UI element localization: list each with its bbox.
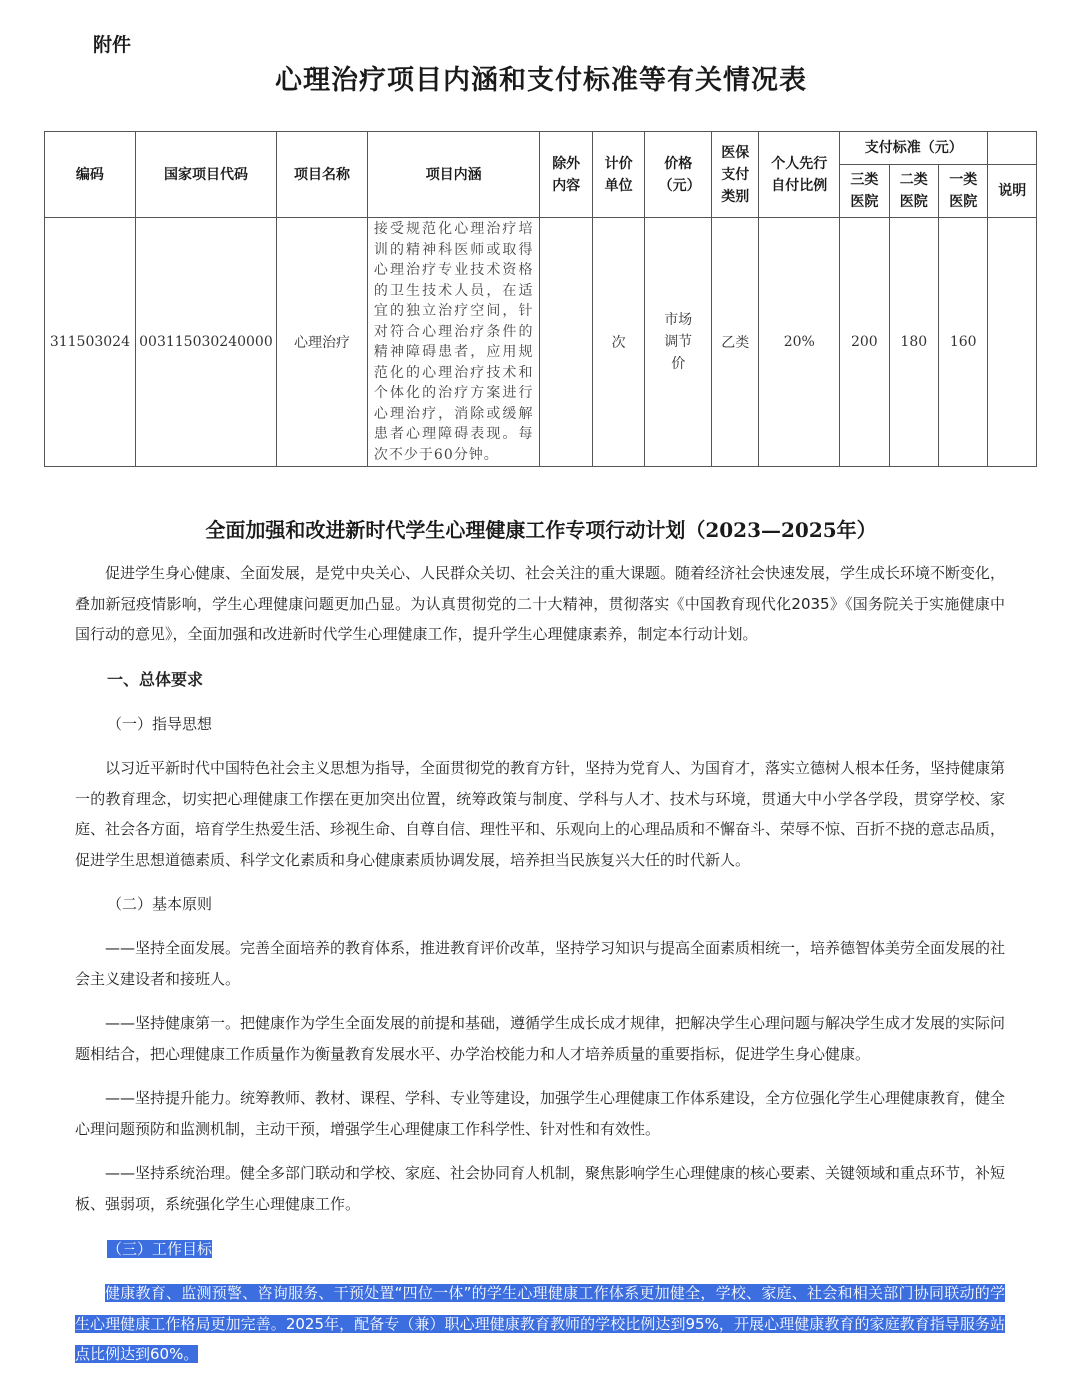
table-row	[45, 218, 1037, 467]
header-class3: 三类医院	[840, 165, 889, 218]
cell-class1: 160	[939, 218, 988, 467]
subheading-goals	[107, 1238, 212, 1259]
header-code: 编码	[45, 132, 136, 218]
subheading-principles: （二）基本原则	[107, 895, 213, 913]
header-unit: 计价单位	[592, 132, 644, 218]
subheading-guiding: （一）指导思想	[107, 715, 213, 733]
fee-table	[44, 131, 1037, 467]
document-title: 全面加强和改进新时代学生心理健康工作专项行动计划（2023—2025年）	[205, 518, 877, 542]
principle-paragraph: ——坚持健康第一。把健康作为学生全面发展的前提和基础，遵循学生成长成才规律，把解决学生心理问题与解决学生成才发展的实际问题相结合，把心理健康工作质量作为衡量教育发展水平、办学治校能力和人才培养质量的重要指标，促进学生身心健康。	[75, 1014, 1006, 1063]
principle-paragraph: ——坚持全面发展。完善全面培养的教育体系，推进教育评价改革，坚持学习知识与提高全面素质相统一，培养德智体美劳全面发展的社会主义建设者和接班人。	[75, 939, 1006, 988]
cell-content: 接受规范化心理治疗培训的精神科医师或取得心理治疗专业技术资格的卫生技术人员，在适宜的独立治疗空间，针对符合心理治疗条件的精神障碍患者，应用规范化的心理治疗技术和个体化的治疗方案进行心理治疗，消除或缓解患者心理障碍表现。每次不少于60分钟。	[367, 218, 540, 467]
cell-excluded	[540, 218, 592, 467]
header-note: 说明	[988, 165, 1037, 218]
cell-unit: 次	[592, 218, 644, 467]
header-blank	[988, 132, 1037, 165]
header-class1: 一类医院	[939, 165, 988, 218]
goals-paragraph	[75, 1278, 1005, 1370]
header-self-pay: 个人先行自付比例	[759, 132, 840, 218]
cell-self-pay: 20%	[759, 218, 840, 467]
principle-paragraph: ——坚持提升能力。统筹教师、教材、课程、学科、专业等建设，加强学生心理健康工作体系建设，全方位强化学生心理健康教育，健全心理问题预防和监测机制，主动干预，增强学生心理健康工作科学性、针对性和有效性。	[75, 1089, 1006, 1138]
header-insurance-type: 医保支付类别	[712, 132, 759, 218]
selection-highlight: （三）工作目标	[107, 1240, 213, 1258]
cell-insurance-type: 乙类	[712, 218, 759, 467]
cell-note	[988, 218, 1037, 467]
cell-name: 心理治疗	[277, 218, 368, 467]
header-national-code: 国家项目代码	[135, 132, 276, 218]
attachment-label: 附件	[93, 34, 132, 56]
header-class2: 二类医院	[889, 165, 938, 218]
cell-national-code: 003115030240000	[135, 218, 276, 467]
cell-class3: 200	[840, 218, 889, 467]
header-excluded: 除外内容	[540, 132, 592, 218]
section-heading: 一、总体要求	[107, 670, 204, 689]
selection-highlight: 健康教育、监测预警、咨询服务、干预处置“四位一体”的学生心理健康工作体系更加健全，学校、家庭、社会和相关部门协同联动的学生心理健康工作格局更加完善。2025年，配备专（兼）职心理健康教育教师的学校比例达到95%，开展心理健康教育的家庭教育指导服务站点比例达到60%。	[75, 1284, 1005, 1363]
header-payment-standard: 支付标准（元）	[840, 132, 988, 165]
header-name: 项目名称	[277, 132, 368, 218]
cell-class2: 180	[889, 218, 938, 467]
guiding-paragraph: 以习近平新时代中国特色社会主义思想为指导，全面贯彻党的教育方针，坚持为党育人、为国育才，落实立德树人根本任务，坚持健康第一的教育理念，切实把心理健康工作摆在更加突出位置，统筹政策与制度、学科与人才、技术与环境，贯通大中小学各学段，贯穿学校、家庭、社会各方面，培育学生热爱生活、珍视生命、自尊自信、理性平和、乐观向上的心理品质和不懈奋斗、荣辱不惊、百折不挠的意志品质，促进学生思想道德素质、科学文化素质和身心健康素质协调发展，培养担当民族复兴大任的时代新人。	[75, 759, 1006, 869]
header-price: 价格（元）	[645, 132, 712, 218]
cell-code: 311503024	[45, 218, 136, 467]
intro-paragraph: 促进学生身心健康、全面发展，是党中央关心、人民群众关切、社会关注的重大课题。随着经济社会快速发展，学生成长环境不断变化，叠加新冠疫情影响，学生心理健康问题更加凸显。为认真贯彻党的二十大精神，贯彻落实《中国教育现代化2035》《国务院关于实施健康中国行动的意见》，全面加强和改进新时代学生心理健康工作，提升学生心理健康素养，制定本行动计划。	[75, 564, 1006, 643]
cell-price: 市场调节价	[645, 218, 712, 467]
table-title: 心理治疗项目内涵和支付标准等有关情况表	[275, 65, 807, 96]
principle-paragraph: ——坚持系统治理。健全多部门联动和学校、家庭、社会协同育人机制，聚焦影响学生心理健康的核心要素、关键领域和重点环节，补短板、强弱项，系统强化学生心理健康工作。	[75, 1164, 1006, 1213]
header-content: 项目内涵	[367, 132, 540, 218]
